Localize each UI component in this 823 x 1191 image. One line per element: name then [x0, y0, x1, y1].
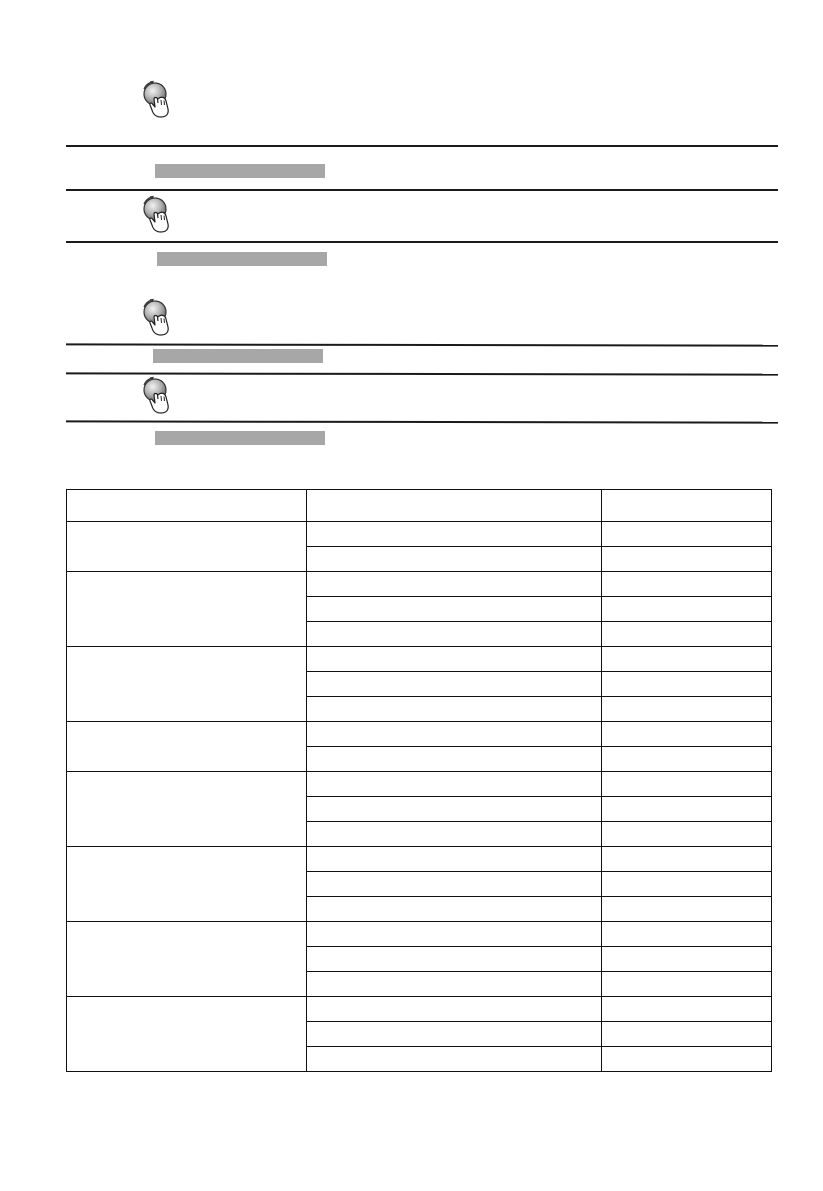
rotary-knob-hand-icon: [140, 194, 176, 234]
parameter-cell: [307, 697, 602, 722]
table-row: [67, 722, 772, 747]
value-cell: [602, 672, 772, 697]
value-cell: [602, 522, 772, 547]
rotary-knob-hand-icon: [140, 297, 176, 337]
parameter-cell: [307, 772, 602, 797]
value-cell: [602, 947, 772, 972]
value-cell: [602, 997, 772, 1022]
divider: [66, 241, 778, 243]
parameter-cell: [307, 1047, 602, 1072]
parameter-cell: [307, 672, 602, 697]
parameter-cell: [307, 922, 602, 947]
value-cell: [602, 772, 772, 797]
value-cell: [602, 622, 772, 647]
parameter-cell: [307, 597, 602, 622]
value-cell: [602, 747, 772, 772]
value-cell: [602, 822, 772, 847]
group-label-cell: [67, 722, 307, 772]
value-cell: [602, 972, 772, 997]
parameter-cell: [307, 747, 602, 772]
value-cell: [602, 797, 772, 822]
divider: [66, 145, 778, 147]
table-row: [67, 847, 772, 872]
parameter-cell: [307, 997, 602, 1022]
table-row: [67, 772, 772, 797]
highlight-bar: [153, 349, 323, 363]
value-cell: [602, 1022, 772, 1047]
table-row: [67, 522, 772, 547]
table-row: [67, 572, 772, 597]
group-label-cell: [67, 922, 307, 997]
divider: [66, 420, 778, 423]
group-label-cell: [67, 522, 307, 572]
value-cell: [602, 847, 772, 872]
highlight-bar: [155, 164, 325, 178]
value-cell: [602, 572, 772, 597]
parameter-cell: [307, 822, 602, 847]
table-header-cell: [602, 490, 772, 522]
parameter-cell: [307, 972, 602, 997]
parameter-cell: [307, 847, 602, 872]
table-row: [67, 647, 772, 672]
group-label-cell: [67, 772, 307, 847]
highlight-bar: [155, 431, 325, 445]
group-label-cell: [67, 997, 307, 1072]
parameter-cell: [307, 1022, 602, 1047]
table-row: [67, 997, 772, 1022]
divider: [66, 343, 778, 346]
table-header-cell: [67, 490, 307, 522]
value-cell: [602, 697, 772, 722]
table-header-cell: [307, 490, 602, 522]
group-label-cell: [67, 847, 307, 922]
value-cell: [602, 597, 772, 622]
group-label-cell: [67, 572, 307, 647]
divider: [66, 189, 778, 191]
value-cell: [602, 897, 772, 922]
value-cell: [602, 872, 772, 897]
parameter-cell: [307, 547, 602, 572]
parameter-cell: [307, 872, 602, 897]
table-header-row: [67, 490, 772, 522]
parameter-cell: [307, 622, 602, 647]
parameter-cell: [307, 522, 602, 547]
value-cell: [602, 722, 772, 747]
value-cell: [602, 922, 772, 947]
table-row: [67, 922, 772, 947]
parameter-cell: [307, 797, 602, 822]
value-cell: [602, 547, 772, 572]
value-cell: [602, 1047, 772, 1072]
highlight-bar: [157, 252, 327, 266]
parameter-cell: [307, 947, 602, 972]
value-cell: [602, 647, 772, 672]
parameter-cell: [307, 572, 602, 597]
parameter-cell: [307, 647, 602, 672]
parameter-cell: [307, 897, 602, 922]
parameter-cell: [307, 722, 602, 747]
settings-table: [66, 489, 772, 1072]
rotary-knob-hand-icon: [140, 375, 176, 415]
group-label-cell: [67, 647, 307, 722]
rotary-knob-hand-icon: [140, 79, 176, 119]
